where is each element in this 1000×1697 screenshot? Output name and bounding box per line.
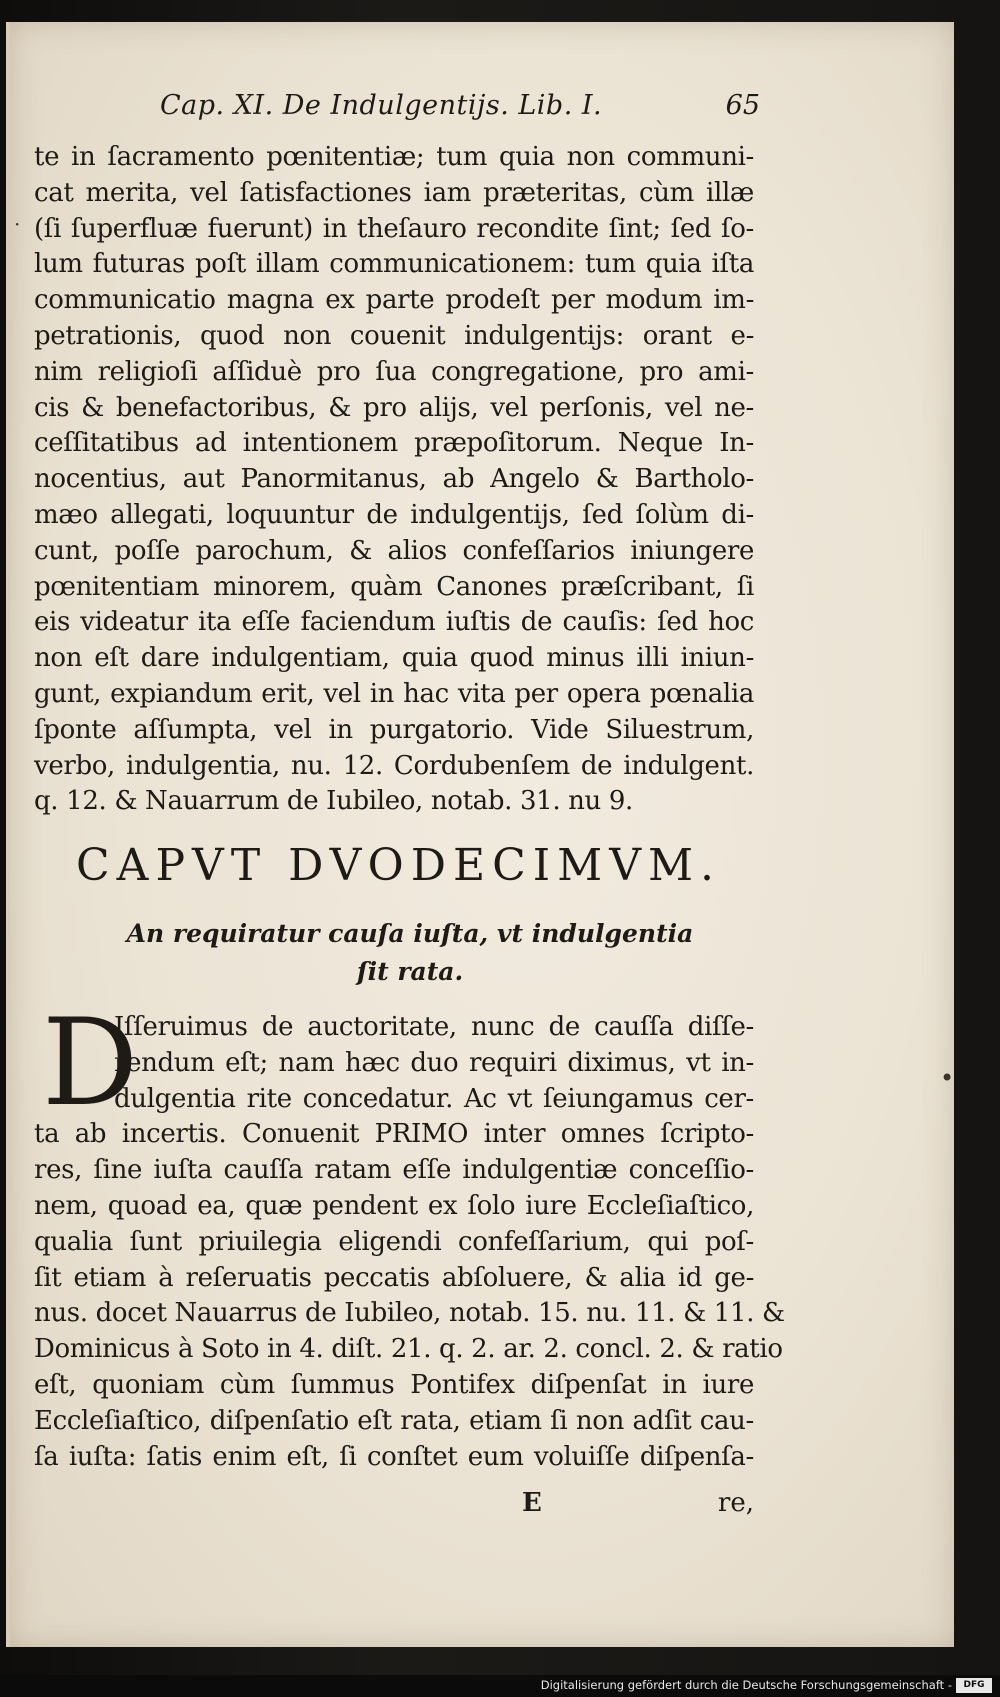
chapter-subtitle-line: An requiratur cauſa iuſta, vt indulgentia xyxy=(126,919,694,948)
signature-mark: E xyxy=(522,1488,542,1518)
text-line: nus. docet Nauarrus de Iubileo, notab. 15. nu. 11. & 11. & xyxy=(34,1298,785,1329)
text-line: cunt, poſſe parochum, & alios confeſſarios iniungere xyxy=(34,535,754,566)
digitization-footer xyxy=(0,1675,1000,1697)
text-line: pœnitentiam minorem, quàm Canones præſcribant, ſi xyxy=(34,571,754,602)
text-line: mæo allegati, loquuntur de indulgentijs, ſed ſolùm di- xyxy=(34,499,754,530)
digitization-note: Digitalisierung gefördert durch die Deutsche Forschungsgemeinschaft - xyxy=(540,1678,952,1692)
text-line: communicatio magna ex parte prodeſt per modum im- xyxy=(34,285,754,316)
text-line: cat merita, vel ſatisfactiones iam præteritas, cùm illæ xyxy=(34,177,754,208)
text-line: non eſt dare indulgentiam, quia quod minus illi iniun- xyxy=(34,643,754,674)
running-head-title: Cap. XI. De Indulgentijs. Lib. I. xyxy=(160,90,603,121)
text-line: eis videatur ita eſſe faciendum iuſtis de cauſis: ſed hoc xyxy=(34,607,754,638)
dfg-logo-icon: DFG xyxy=(956,1678,992,1693)
text-line: verbo, indulgentia, nu. 12. Cordubenſem de indulgent. xyxy=(34,750,754,781)
chapter-heading: CAPVT DVODECIMVM. xyxy=(76,840,722,891)
page-number: 65 xyxy=(725,90,760,121)
chapter-subtitle xyxy=(110,915,710,991)
text-line: q. 12. & Nauarrum de Iubileo, notab. 31. nu 9. xyxy=(34,786,633,817)
text-line: (ſi ſuperfluæ fuerunt) in theſauro recondite ſint; ſed ſo- xyxy=(34,213,754,244)
text-line: ceſſitatibus ad intentionem præpoſitorum. Neque In- xyxy=(34,428,754,459)
text-line: petrationis, quod non couenit indulgentijs: orant e- xyxy=(34,320,754,351)
text-line: dulgentia rite concedatur. Ac vt ſeiungamus cer- xyxy=(114,1083,754,1114)
text-line: eſt, quoniam cùm ſummus Pontifex diſpenſat in iure xyxy=(34,1369,754,1400)
chapter-subtitle-line: ſit rata. xyxy=(356,957,464,986)
text-line: qualia ſunt priuilegia eligendi confeſſarium, qui poſ- xyxy=(34,1226,754,1257)
catchword: re, xyxy=(717,1488,754,1518)
text-line: rendum eſt; nam hæc duo requiri diximus, vt in- xyxy=(114,1047,754,1078)
text-line: ſponte aſſumpta, vel in purgatorio. Vide Siluestrum, xyxy=(34,714,754,745)
section-one-text xyxy=(34,140,754,820)
text-line: nem, quoad ea, quæ pendent ex ſolo iure Eccleſiaſtico, xyxy=(34,1190,754,1221)
page-footer-marks xyxy=(34,1486,754,1526)
text-line: res, ſine iuſta cauſſa ratam eſſe indulgentiæ conceſſio- xyxy=(34,1155,754,1186)
margin-dot-icon: • xyxy=(940,1064,955,1092)
text-line: te in ſacramento pœnitentiæ; tum quia non communi- xyxy=(34,142,754,172)
margin-dot-icon: · xyxy=(14,212,21,236)
running-head xyxy=(160,80,760,130)
text-line: nim religioſi aſſiduè pro ſua congregatione, pro ami- xyxy=(34,356,754,387)
text-line: Iſſeruimus de auctoritate, nunc de cauſſa diſſe- xyxy=(114,1012,754,1042)
text-line: lum futuras poſt illam communicationem: tum quia iſta xyxy=(34,249,754,280)
text-line: gunt, expiandum erit, vel in hac vita per opera pœnalia xyxy=(34,678,754,709)
book-page xyxy=(6,22,954,1647)
text-line: ta ab incertis. Conuenit PRIMO inter omnes ſcripto- xyxy=(34,1119,754,1150)
text-line: Eccleſiaſtico, diſpenſatio eſt rata, etiam ſi non adſit cau- xyxy=(34,1405,754,1436)
text-line: nocentius, aut Panormitanus, ab Angelo & Bartholo- xyxy=(34,464,754,495)
section-two-text xyxy=(34,994,785,1475)
drop-cap-initial: D xyxy=(42,994,139,1133)
text-line: cis & benefactoribus, & pro alijs, vel perſonis, vel ne- xyxy=(34,392,754,423)
text-line: ſit etiam à reſeruatis peccatis abſoluere, & alia id ge- xyxy=(34,1262,754,1293)
text-line: Dominicus à Soto in 4. diſt. 21. q. 2. ar. 2. concl. 2. & ratio xyxy=(34,1334,783,1365)
text-line: ſa iuſta: ſatis enim eſt, ſi conſtet eum voluiſſe diſpenſa- xyxy=(34,1441,754,1472)
